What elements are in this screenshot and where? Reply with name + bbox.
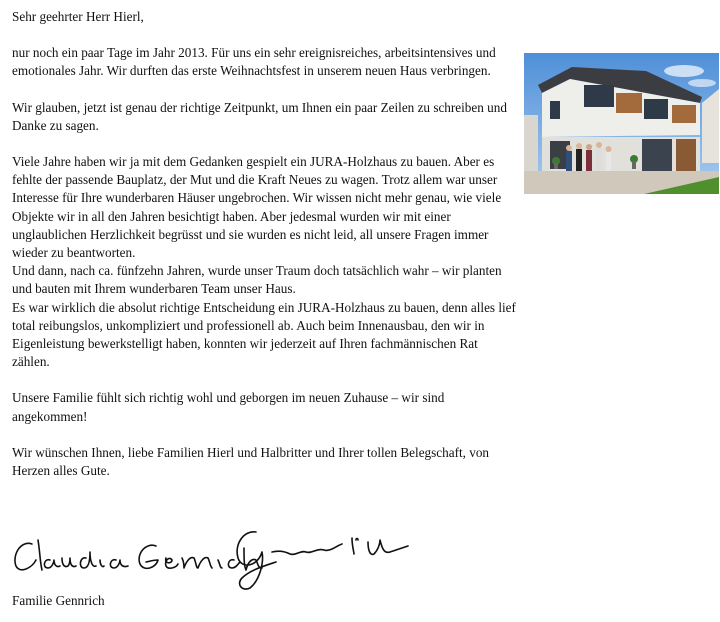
paragraph-dream: Und dann, nach ca. fünfzehn Jahren, wurde unser Traum doch tatsächlich wahr – wir planten und bauten mit Ihrem wunderbaren Team unser Haus. [12,263,502,297]
paragraph-intro: nur noch ein paar Tage im Jahr 2013. Für uns ein sehr ereignisreiches, arbeitsintensives und emotionales Jahr. Wir durften das erste Weihnachtsfest in unserem neuen Haus verbringen. [12,45,496,79]
paragraph-thanks: Wir glauben, jetzt ist genau der richtige Zeitpunkt, um Ihnen ein paar Zeilen zu schreiben und Danke zu sagen. [12,99,507,133]
paragraph-decision: Es war wirklich die absolut richtige Entscheidung ein JURA-Holzhaus zu bauen, denn alles lief total reibungslos, unkompliziert und professionell ab. Auch beim Innenausbau, den wir in Eigenleistung bewerkstelligt haben, konnten wir jederzeit auf Ihren fachmännischen Rat zählen. [12,299,516,370]
closing-family-name: Familie Gennrich [12,593,105,608]
signature-claudia [15,540,262,570]
letter-body [12,8,517,498]
salutation: Sehr geehrter Herr Hierl, [12,9,144,24]
signature-gennrich [237,532,408,589]
paragraph-history: Viele Jahre haben wir ja mit dem Gedanken gespielt ein JURA-Holzhaus zu bauen. Aber es fehlte der passende Bauplatz, der Mut und die Kraft Neues zu wagen. Trotz allem war unser Interesse für Ihre wunderbaren Häuser ungebrochen. Wir wissen nicht mehr genau, wie viele Objekte wir in all den Jahren besichtigt haben. Aber jedesmal wurden wir mit einer unglaublichen Herzlichkeit begrüsst und sie wurden es nicht leid, all unsere Fragen immer wieder zu beantworten. [12,154,502,261]
paragraph-family: Unsere Familie fühlt sich richtig wohl und geborgen im neuen Zuhause – wir sind angekommen! [12,390,445,424]
house-family-photo [524,53,719,194]
paragraph-wishes: Wir wünschen Ihnen, liebe Familien Hierl und Halbritter und Ihrer tollen Belegschaft, von Herzen alles Gute. [12,444,490,479]
signature-area [6,522,426,594]
